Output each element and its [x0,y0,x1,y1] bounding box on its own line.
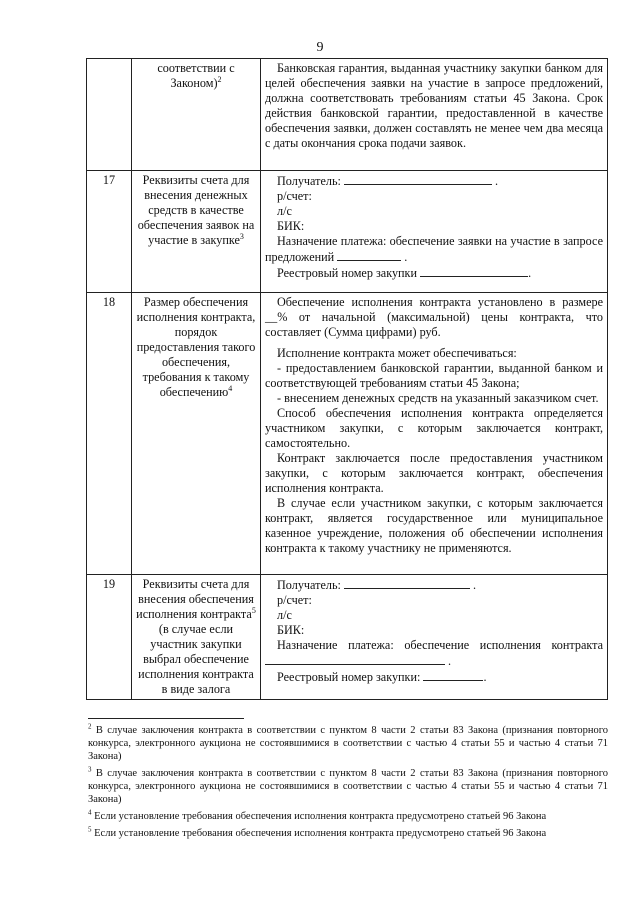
account-field: р/счет: [277,189,312,203]
requirements-table [86,58,608,700]
row-number: 17 [87,171,132,293]
footnote: $^4$ Если установление требования обеспечения исполнения контракта предусмотрено статьей 96 Закона [88,808,547,822]
table-row [87,171,608,293]
row-name: Реквизиты счета для внесения денежных средств в качестве обеспечения заявок на участие в закупке$^3$ [132,171,261,293]
table-row [87,575,608,700]
payment-purpose-field: Назначение платежа: обеспечение заявки на участие в запросе предложений . [265,234,603,264]
footnote: $^5$ Если установление требования обеспечения исполнения контракта предусмотрено статьей 96 Закона [88,825,547,839]
table-row [87,59,608,171]
row-content [261,171,608,293]
paragraph: - внесением денежных средств на указанный заказчиком счет. [277,391,599,405]
registry-number-field: Реестровый номер закупки . [277,266,532,280]
table-row [87,293,608,575]
footnote: $^3$ В случае заключения контракта в соответствии с пунктом 8 части 2 статьи 83 Закона (признания повторного конкурса, электронного аукциона не состоявшимися в соответствии с частью 4 статьи 55 и частью 4 статьи 71 Закона) [88,765,608,805]
row-content: Банковская гарантия, выданная участнику закупки банком для целей обеспечения заявки на участие в запросе предложений, должна соответствовать требованиям статьи 45 Закона. Срок действия банковской гарантии, предоставленной в качестве обеспечения заявки, должен составлять не менее чем два месяца с даты окончания срока подачи заявок. [261,59,608,171]
footnote-divider [88,718,244,719]
row-number: 18 [87,293,132,575]
paragraph: Контракт заключается после предоставления участником закупки, с которым заключается контракт, обеспечения исполнения контракта. [265,451,603,495]
paragraph: Способ обеспечения исполнения контракта определяется участником закупки, с которым заключается контракт, самостоятельно. [265,406,603,450]
paragraph: Обеспечение исполнения контракта установлено в размере __% от начальной (максимальной) цены контракта, что составляет (Сумма цифрами) руб. [265,295,603,339]
paragraph: - предоставлением банковской гарантии, выданной банком и соответствующей требованиям статьи 45 Закона; [265,361,603,390]
row-number [87,59,132,171]
row-content [261,575,608,700]
account-field: р/счет: [277,593,312,607]
personal-account-field: л/с [277,608,292,622]
paragraph: Исполнение контракта может обеспечиваться: [277,346,517,360]
row-name: Реквизиты счета для внесения обеспечения исполнения контракта$^5$ (в случае если участник закупки выбрал обеспечение исполнения контракта в виде залога [132,575,261,700]
page-number: 9 [316,40,324,55]
footnotes [88,724,608,844]
row-content [261,293,608,575]
paragraph: В случае если участником закупки, с которым заключается контракт, является государственное или муниципальное казенное учреждение, положения об обеспечении исполнения контракта к такому участнику не применяются. [265,496,603,555]
bik-field: БИК: [277,219,305,233]
personal-account-field: л/с [277,204,292,218]
row-name: Размер обеспечения исполнения контракта, порядок предоставления такого обеспечения, требования к такому обеспечению$^4$ [132,293,261,575]
bik-field: БИК: [277,623,305,637]
footnote: $^2$ В случае заключения контракта в соответствии с пунктом 8 части 2 статьи 83 Закона (признания повторного конкурса, электронного аукциона не состоявшимися в соответствии с частью 4 статьи 55 и частью 4 статьи 71 Закона) [88,722,608,762]
row-number: 19 [87,575,132,700]
payment-purpose-field: Назначение платежа: обеспечение исполнения контракта . [265,638,603,669]
recipient-field: Получатель: . [277,174,499,188]
registry-number-field: Реестровый номер закупки: . [277,670,487,684]
row-name: соответствии с Законом)$^2$ [132,59,261,171]
recipient-field: Получатель: . [277,578,477,592]
